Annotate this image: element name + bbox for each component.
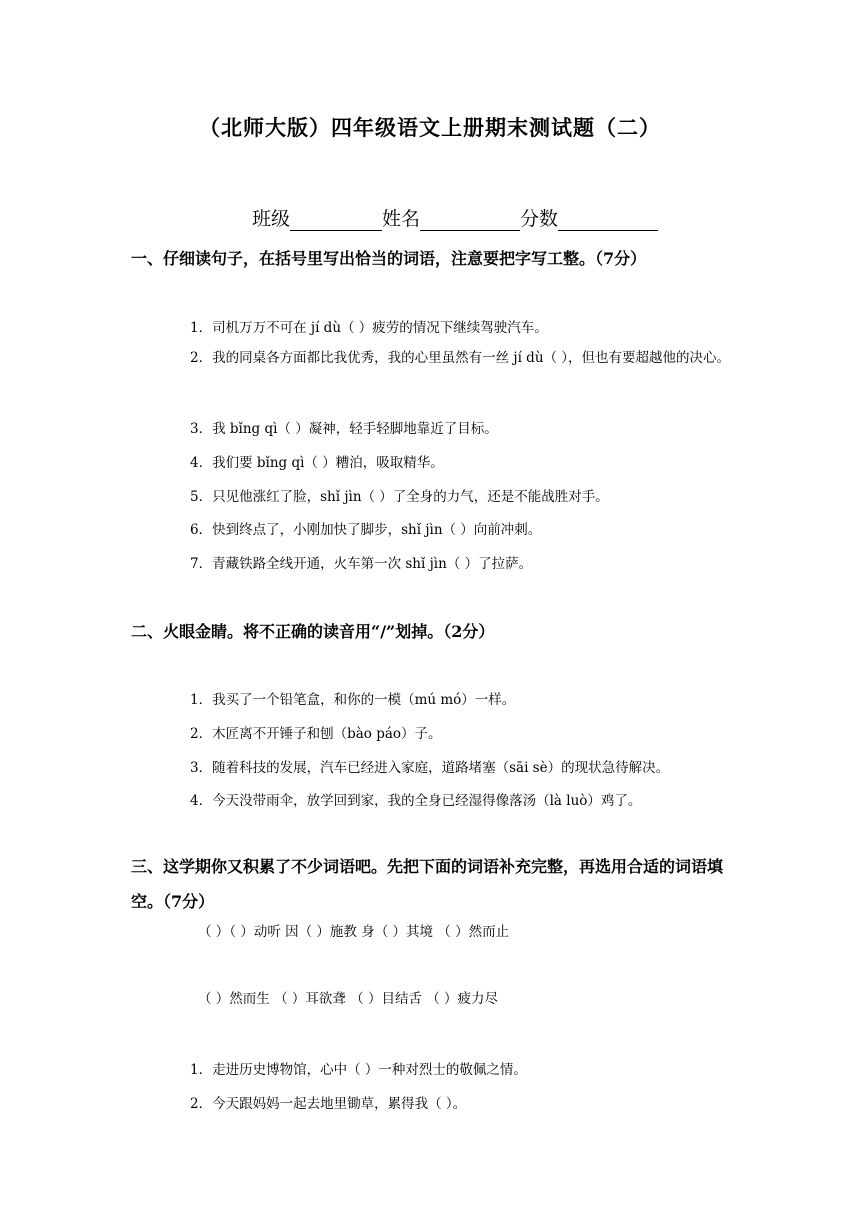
- section3-item-1: 1．走进历史博物馆，心中（ ）一种对烈士的敬佩之情。: [190, 1062, 527, 1078]
- name-blank: [420, 208, 520, 231]
- section3-words-line1: （ ）（ ）动听 因（ ）施教 身（ ）其境 （ ）然而止: [198, 924, 510, 940]
- section1-item-4: 4．我们要 bǐng qì（ ）糟泊，吸取精华。: [190, 455, 444, 471]
- section1-item-6: 6．快到终点了，小刚加快了脚步，shǐ jìn（ ）向前冲刺。: [190, 522, 542, 538]
- section1-item-2: 2．我的同桌各方面都比我优秀，我的心里虽然有一丝 jí dù（ ），但也有要超越他的决心。: [190, 350, 731, 366]
- name-label: 姓名: [382, 208, 421, 230]
- score-blank: [558, 208, 658, 231]
- class-label: 班级: [252, 208, 291, 230]
- section1-item-5: 5．只见他涨红了脸，shǐ jìn（ ）了全身的力气，还是不能战胜对手。: [190, 489, 609, 505]
- section1-item-7: 7．青藏铁路全线开通，火车第一次 shǐ jìn（ ）了拉萨。: [190, 556, 533, 572]
- section2-item-2: 2．木匠离不开锤子和刨（bào páo）子。: [190, 726, 442, 742]
- section1-item-1: 1．司机万万不可在 jí dù（ ）疲劳的情况下继续驾驶汽车。: [190, 320, 548, 336]
- section1-heading: 一、仔细读句子，在括号里写出恰当的词语，注意要把字写工整。（7分）: [131, 249, 647, 268]
- section3-item-2: 2．今天跟妈妈一起去地里锄草，累得我（ ）。: [190, 1096, 467, 1112]
- student-info-row: [252, 204, 658, 231]
- section2-item-3: 3．随着科技的发展，汽车已经进入家庭，道路堵塞（sāi sè）的现状急待解决。: [190, 760, 670, 776]
- section1-item-3: 3．我 bǐng qì（ ）凝神，轻手轻脚地靠近了目标。: [190, 421, 498, 437]
- section2-item-1: 1．我买了一个铅笔盒，和你的一模（mú mó）一样。: [190, 692, 516, 708]
- section3-heading: 三、这学期你又积累了不少词语吧。先把下面的词语补充完整，再选用合适的词语填空。（7分）: [131, 857, 724, 911]
- score-label: 分数: [520, 208, 559, 230]
- page-title: （北师大版）四年级语文上册期末测试题（二）: [199, 115, 661, 140]
- section2-heading: 二、火眼金睛。将不正确的读音用“/”划掉。（2分）: [131, 622, 495, 641]
- section2-item-4: 4．今天没带雨伞，放学回到家，我的全身已经湿得像落汤（là luò）鸡了。: [190, 793, 642, 809]
- class-blank: [290, 208, 382, 231]
- section3-words-line2: （ ）然而生 （ ）耳欲聋 （ ）目结舌 （ ）疲力尽: [198, 991, 499, 1007]
